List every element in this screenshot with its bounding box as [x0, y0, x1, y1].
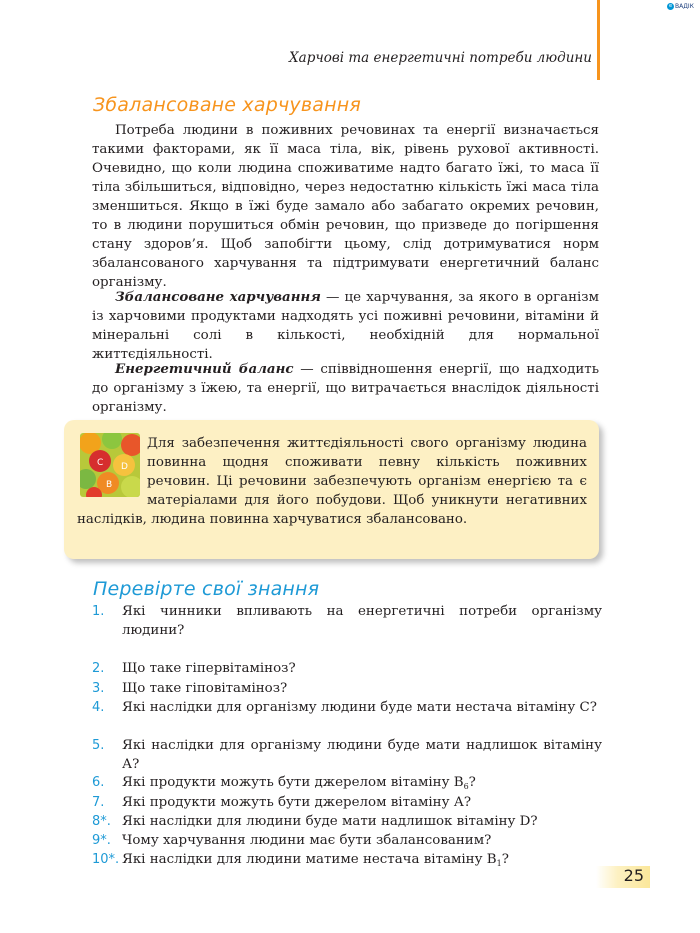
question-number: 7.: [92, 795, 105, 810]
question-item: [92, 831, 602, 850]
term-balanced-nutrition: Збалансоване харчування: [115, 289, 321, 305]
question-item: [92, 850, 602, 873]
question-item: [92, 812, 602, 831]
question-number: 3.: [92, 681, 105, 696]
page-number: 25: [623, 866, 644, 885]
question-number: 6.: [92, 775, 105, 790]
question-text: [122, 659, 602, 678]
paragraph-balanced-definition: [92, 288, 599, 364]
question-text-main: Чому харчування людини має бути збалансованим?: [122, 833, 492, 848]
question-number: 1.: [92, 604, 105, 619]
question-text-main: Які чинники впливають на енергетичні потреби організму людини?: [122, 604, 602, 638]
section-title-check-knowledge: Перевірте свої знання: [93, 578, 320, 600]
svg-text:B: B: [106, 480, 113, 490]
question-number: 2.: [92, 661, 105, 676]
vitamin-subscript: 6: [463, 782, 469, 791]
info-box-content: Для забезпечення життєдіяльності свого організму людина повинна щодня споживати певну кількість поживних речовин. Ці речовини забезпечують організм енергією та є матеріалами для його побудови. Щоб уникнути негативних наслідків, людина повинна харчуватися збалансовано.: [77, 436, 587, 527]
question-item: [92, 679, 602, 698]
publisher-logo-text: ВАДІК: [675, 3, 694, 10]
question-text-main: Які продукти можуть бути джерелом вітаміну А?: [122, 795, 472, 810]
question-number: 8*.: [92, 814, 111, 829]
question-item: [92, 736, 602, 774]
question-text-main: Які наслідки для організму людини буде мати нестача вітаміну С?: [122, 700, 597, 715]
question-text-main: Які наслідки для людини буде мати надлишок вітаміну D?: [122, 814, 538, 829]
question-number: 5.: [92, 738, 105, 753]
paragraph-needs: [92, 121, 599, 292]
question-text: [122, 679, 602, 698]
section-title-balanced-nutrition: Збалансоване харчування: [93, 94, 361, 116]
question-text-tail: ?: [501, 852, 509, 867]
paragraph-energy-balance: [92, 360, 599, 417]
question-text-main: Що таке гіпервітаміноз?: [122, 661, 296, 676]
question-text: [122, 736, 602, 774]
question-text: [122, 698, 602, 717]
question-number: 10*.: [92, 852, 120, 867]
question-text-main: Які наслідки для людини матиме нестача вітаміну B: [122, 852, 497, 867]
question-text: [122, 793, 602, 812]
header-divider-line: [597, 0, 600, 80]
question-item: [92, 659, 602, 678]
svg-text:D: D: [121, 462, 128, 472]
question-text-tail: ?: [468, 775, 476, 790]
paragraph-needs-text: Потреба людини в поживних речовинах та енергії визначається такими факторами, як її маса тіла, вік, рівень рухової активності. Очевидно, що коли людина споживатиме надто багато їжі, то маса її тіла збільшиться, відповідно, через недостатню кількість їжі маса тіла зменшиться. Якщо в їжі буде замало або забагато окремих речовин, то в людини порушиться обмін речовин, що призведе до погіршення стану здоров’я. Щоб запобігти цьому, слід дотримуватися норм збалансованого харчування та підтримувати енергетичний баланс організму.: [92, 123, 599, 290]
definition-balanced-nutrition: — це харчування, за якого в організм із харчовими продуктами надходять усі поживні речовини, вітаміни й мінеральні солі в кількості, необхідній для нормальної життєдіяльності.: [92, 290, 600, 362]
term-energy-balance: Енергетичний баланс: [115, 361, 294, 377]
question-number: 4.: [92, 700, 105, 715]
definition-energy-balance: — співвідношення енергії, що надходить до організму з їжею, та енергії, що витрачається внаслідок діяльності організму.: [92, 362, 599, 415]
question-text: [122, 812, 602, 831]
question-item: [92, 698, 602, 717]
info-box-text: [77, 434, 587, 529]
question-text: [122, 831, 602, 850]
question-text-main: Що таке гіповітаміноз?: [122, 681, 288, 696]
question-item: [92, 602, 602, 640]
svg-text:C: C: [97, 458, 104, 468]
question-text: [122, 602, 602, 640]
running-header-title: Харчові та енергетичні потреби людини: [289, 50, 592, 66]
question-text-main: Які продукти можуть бути джерелом вітаміну B: [122, 775, 464, 790]
question-number: 9*.: [92, 833, 111, 848]
vitamin-subscript: 1: [496, 859, 502, 868]
question-item: [92, 793, 602, 812]
publisher-logo-icon: e: [668, 3, 673, 9]
question-text-main: Які наслідки для організму людини буде мати надлишок вітаміну А?: [122, 738, 602, 772]
question-text: [122, 850, 602, 873]
publisher-logo: [667, 3, 694, 10]
